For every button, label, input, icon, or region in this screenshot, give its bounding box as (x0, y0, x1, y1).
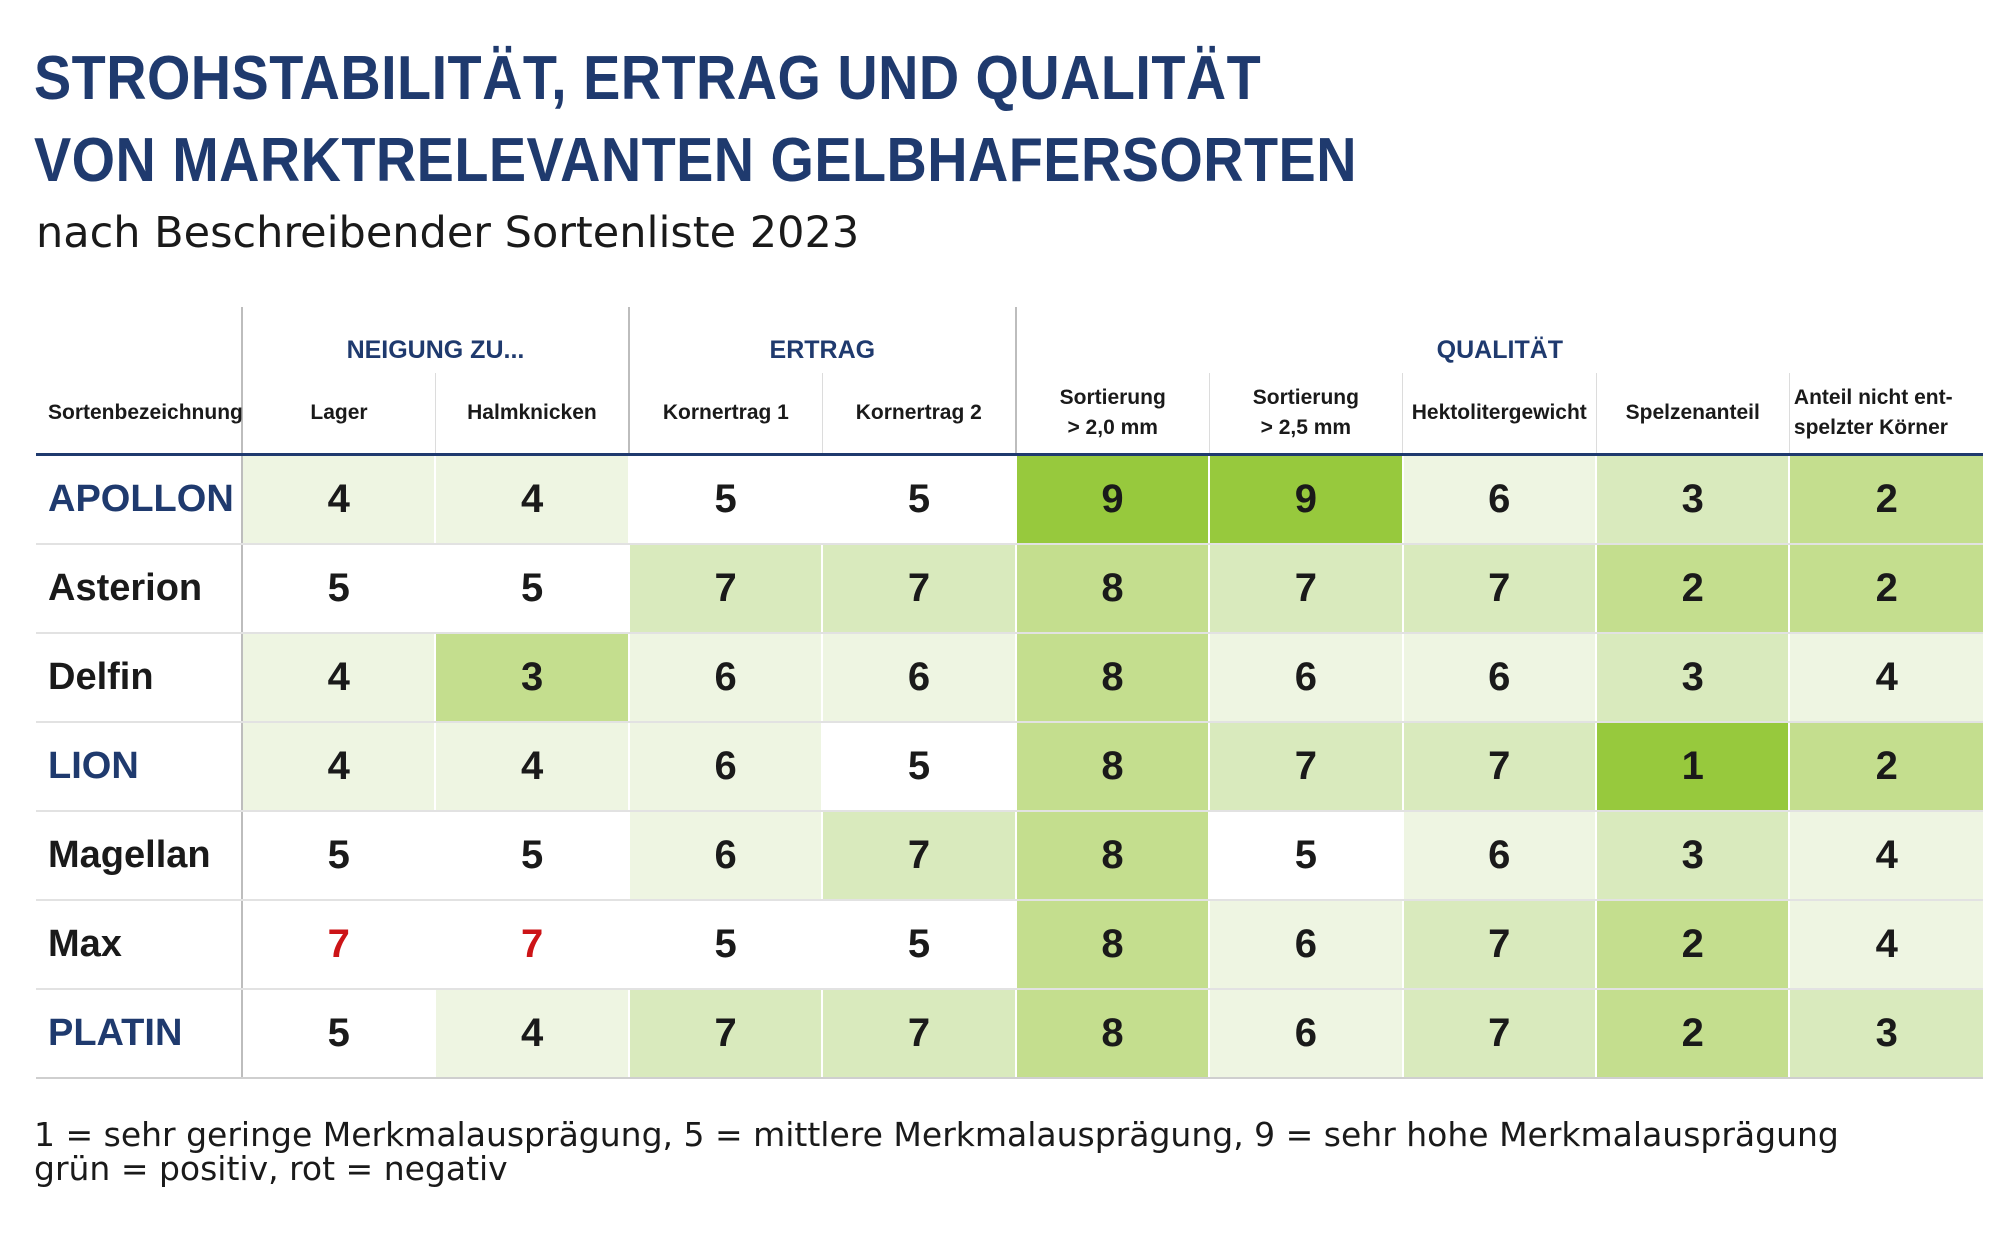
cell-lager: 5 (242, 811, 435, 900)
cell-sortierung-25: 6 (1209, 633, 1402, 722)
table-row (36, 989, 1983, 1078)
variety-name: Asterion (36, 544, 242, 633)
cell-sortierung-20: 8 (1016, 633, 1209, 722)
cell-spelzenanteil: 3 (1596, 455, 1789, 545)
cell-hektolitergewicht: 7 (1403, 544, 1596, 633)
table-row (36, 722, 1983, 811)
table-row (36, 544, 1983, 633)
footnote-colors: grün = positiv, rot = negativ (34, 1149, 508, 1188)
cell-kornertrag-2: 5 (822, 900, 1015, 989)
cell-sortierung-25: 6 (1209, 900, 1402, 989)
cell-halmknicken: 4 (435, 989, 628, 1078)
cell-kornertrag-1: 5 (629, 455, 822, 545)
variety-name: APOLLON (36, 455, 242, 545)
col-header-sortierung-20-line2: > 2,0 mm (1067, 416, 1158, 439)
cell-sortierung-20: 8 (1016, 544, 1209, 633)
cell-hektolitergewicht: 7 (1403, 722, 1596, 811)
title-line-2: VON MARKTRELEVANTEN GELBHAFERSORTEN (34, 126, 1357, 195)
column-header-row (36, 373, 1983, 455)
cell-kornertrag-1: 6 (629, 811, 822, 900)
cell-spelzenanteil: 2 (1596, 900, 1789, 989)
cell-lager: 4 (242, 455, 435, 545)
cell-sortierung-25: 6 (1209, 989, 1402, 1078)
cell-sortierung-20: 8 (1016, 900, 1209, 989)
cell-hektolitergewicht: 6 (1403, 455, 1596, 545)
cell-lager: 5 (242, 989, 435, 1078)
cell-anteil-nicht-entspelzt: 2 (1789, 544, 1983, 633)
cell-spelzenanteil: 3 (1596, 811, 1789, 900)
variety-table (36, 307, 1983, 1079)
col-header-lager: Lager (242, 373, 435, 455)
col-header-anteil-line1: Anteil nicht ent- (1793, 386, 1953, 409)
cell-hektolitergewicht: 6 (1403, 633, 1596, 722)
variety-name: Max (36, 900, 242, 989)
cell-sortierung-20: 8 (1016, 811, 1209, 900)
cell-lager: 4 (242, 633, 435, 722)
cell-sortierung-20: 9 (1016, 455, 1209, 545)
variety-name: Delfin (36, 633, 242, 722)
col-header-anteil-nicht-entspelzt (1789, 373, 1983, 455)
cell-halmknicken: 4 (435, 722, 628, 811)
cell-halmknicken: 5 (435, 544, 628, 633)
cell-kornertrag-2: 6 (822, 633, 1015, 722)
table-row (36, 900, 1983, 989)
col-header-sortierung-25-line1: Sortierung (1252, 386, 1359, 409)
cell-kornertrag-1: 5 (629, 900, 822, 989)
variety-name: Magellan (36, 811, 242, 900)
cell-halmknicken: 4 (435, 455, 628, 545)
cell-anteil-nicht-entspelzt: 2 (1789, 722, 1983, 811)
cell-kornertrag-2: 5 (822, 455, 1015, 545)
footnote-scale: 1 = sehr geringe Merkmalausprägung, 5 = mittlere Merkmalausprägung, 9 = sehr hohe Merkmalausprägung (34, 1115, 1839, 1154)
cell-lager: 7 (242, 900, 435, 989)
table-row (36, 455, 1983, 545)
cell-halmknicken: 7 (435, 900, 628, 989)
variety-name: PLATIN (36, 989, 242, 1078)
col-header-halmknicken: Halmknicken (435, 373, 628, 455)
col-header-anteil-line2: spelzter Körner (1793, 416, 1948, 439)
cell-anteil-nicht-entspelzt: 4 (1789, 900, 1983, 989)
title-line-1: STROHSTABILITÄT, ERTRAG UND QUALITÄT (34, 44, 1262, 113)
cell-halmknicken: 3 (435, 633, 628, 722)
group-ertrag: ERTRAG (629, 307, 1016, 373)
col-header-spelzenanteil: Spelzenanteil (1596, 373, 1789, 455)
col-header-name: Sortenbezeichnung (36, 373, 242, 455)
subtitle: nach Beschreibender Sortenliste 2023 (36, 208, 860, 258)
legend-footnote (34, 1115, 1839, 1188)
group-header-row (36, 307, 1983, 373)
cell-kornertrag-2: 7 (822, 989, 1015, 1078)
cell-lager: 5 (242, 544, 435, 633)
cell-sortierung-25: 7 (1209, 544, 1402, 633)
cell-sortierung-25: 5 (1209, 811, 1402, 900)
col-header-sortierung-25-line2: > 2,5 mm (1260, 416, 1352, 439)
cell-lager: 4 (242, 722, 435, 811)
cell-kornertrag-1: 7 (629, 544, 822, 633)
col-header-kornertrag-1: Kornertrag 1 (629, 373, 822, 455)
cell-kornertrag-1: 6 (629, 633, 822, 722)
cell-hektolitergewicht: 7 (1403, 989, 1596, 1078)
cell-hektolitergewicht: 7 (1403, 900, 1596, 989)
cell-kornertrag-2: 7 (822, 544, 1015, 633)
cell-anteil-nicht-entspelzt: 4 (1789, 633, 1983, 722)
col-header-kornertrag-2: Kornertrag 2 (822, 373, 1015, 455)
col-header-sortierung-25 (1209, 373, 1402, 455)
group-qualitaet: QUALITÄT (1016, 307, 1983, 373)
cell-kornertrag-1: 7 (629, 989, 822, 1078)
cell-halmknicken: 5 (435, 811, 628, 900)
cell-spelzenanteil: 1 (1596, 722, 1789, 811)
col-header-sortierung-20 (1016, 373, 1209, 455)
cell-anteil-nicht-entspelzt: 4 (1789, 811, 1983, 900)
col-header-sortierung-20-line1: Sortierung (1059, 386, 1166, 409)
group-neigung: NEIGUNG ZU... (242, 307, 629, 373)
cell-spelzenanteil: 2 (1596, 989, 1789, 1078)
group-empty (36, 307, 242, 373)
cell-sortierung-25: 9 (1209, 455, 1402, 545)
table-row (36, 633, 1983, 722)
cell-anteil-nicht-entspelzt: 3 (1789, 989, 1983, 1078)
cell-spelzenanteil: 3 (1596, 633, 1789, 722)
variety-name: LION (36, 722, 242, 811)
cell-kornertrag-2: 7 (822, 811, 1015, 900)
cell-sortierung-20: 8 (1016, 722, 1209, 811)
cell-spelzenanteil: 2 (1596, 544, 1789, 633)
cell-kornertrag-2: 5 (822, 722, 1015, 811)
page-title (34, 38, 1357, 202)
cell-sortierung-25: 7 (1209, 722, 1402, 811)
cell-hektolitergewicht: 6 (1403, 811, 1596, 900)
cell-anteil-nicht-entspelzt: 2 (1789, 455, 1983, 545)
cell-sortierung-20: 8 (1016, 989, 1209, 1078)
cell-kornertrag-1: 6 (629, 722, 822, 811)
table-row (36, 811, 1983, 900)
col-header-hektolitergewicht: Hektolitergewicht (1403, 373, 1596, 455)
